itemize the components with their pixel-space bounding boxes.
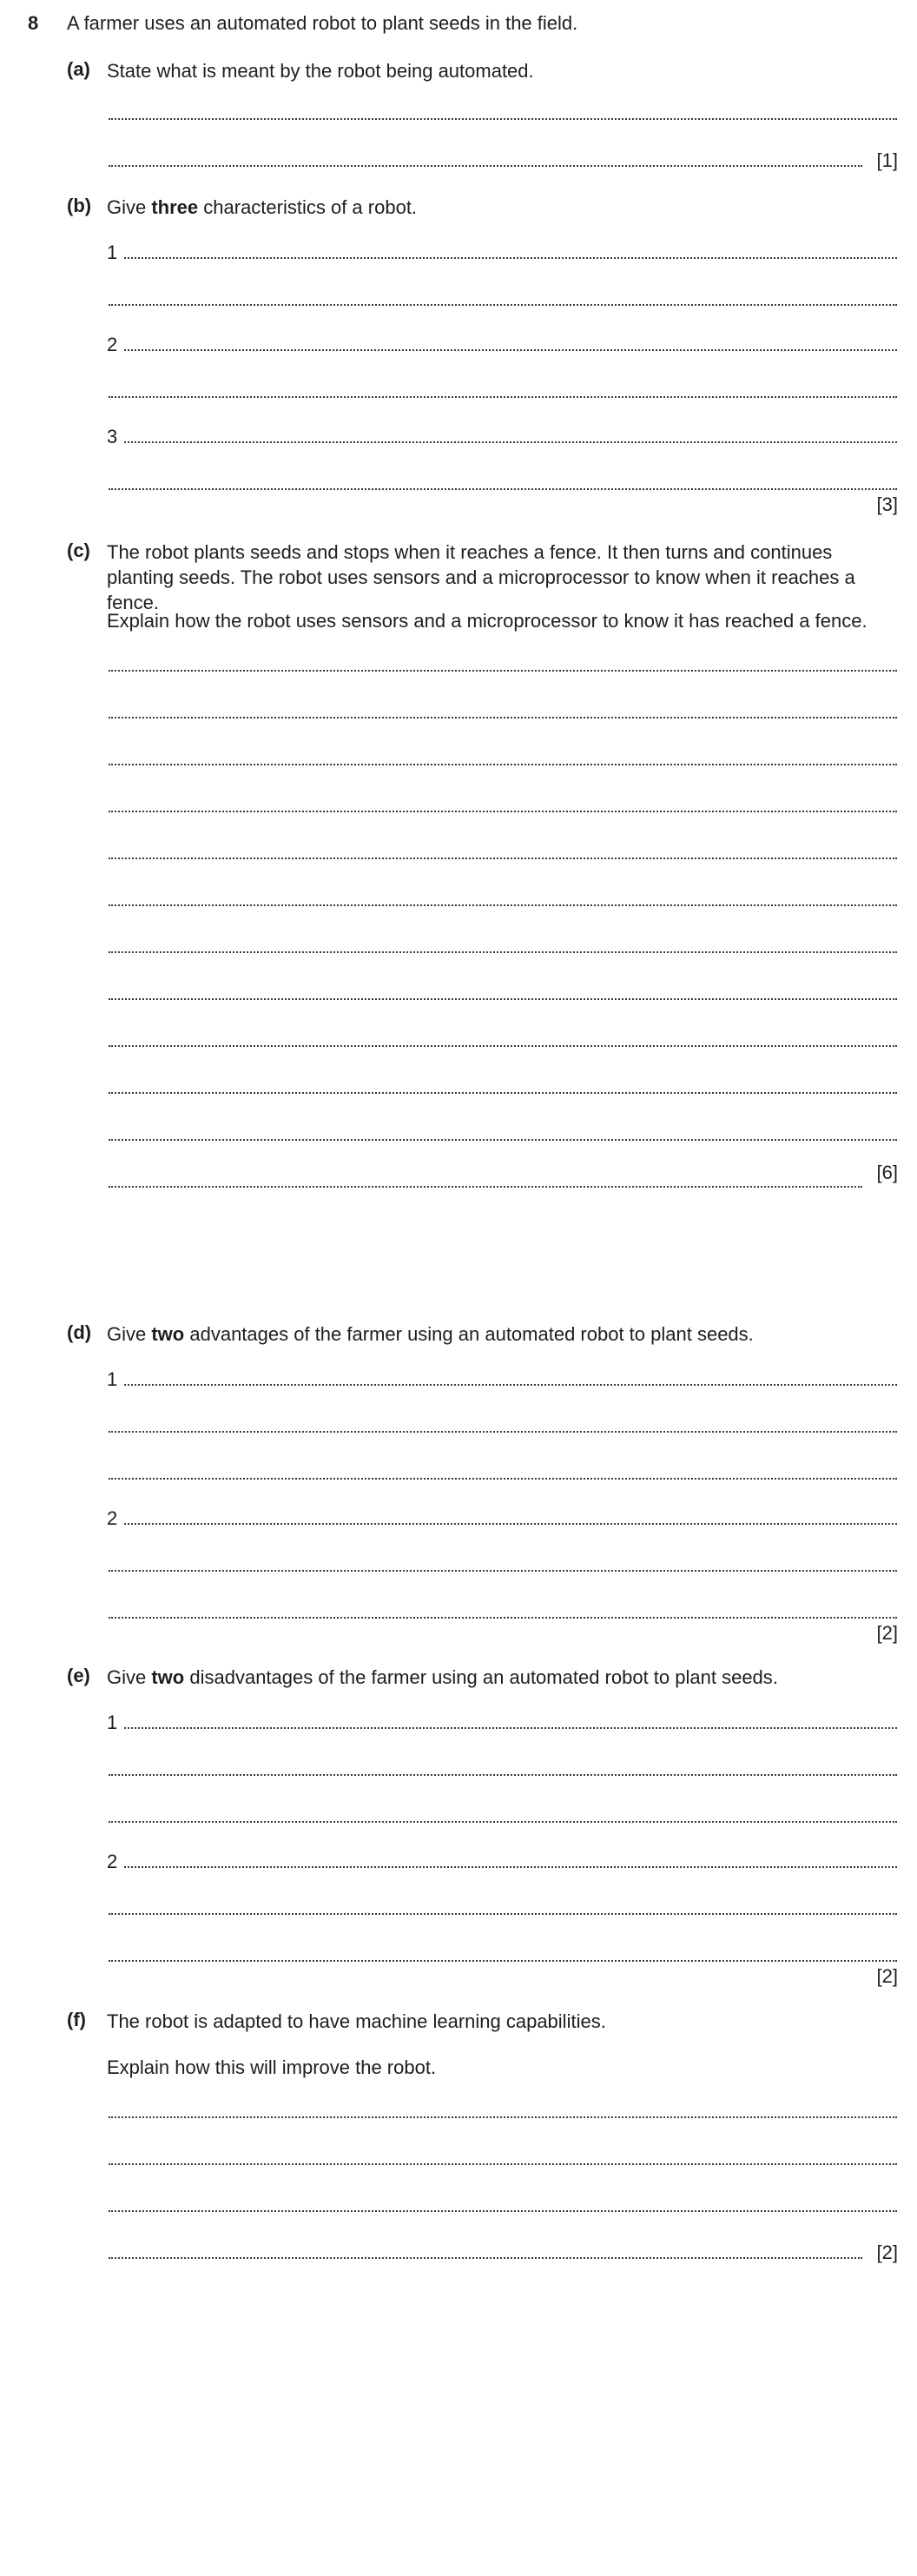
item-number: 2 xyxy=(107,334,118,355)
item-number: 3 xyxy=(107,426,118,447)
answer-line[interactable] xyxy=(109,488,897,490)
part-a-text: State what is meant by the robot being automated. xyxy=(107,60,534,82)
answer-line[interactable] xyxy=(109,118,897,120)
answer-line[interactable] xyxy=(109,1960,897,1962)
answer-line[interactable] xyxy=(124,257,897,259)
part-e-mark: [2] xyxy=(876,1965,898,1987)
question-number: 8 xyxy=(28,12,39,34)
part-f-instruction: Explain how this will improve the robot. xyxy=(107,2056,437,2078)
answer-line[interactable] xyxy=(109,811,897,812)
answer-line[interactable] xyxy=(124,1727,897,1729)
part-e-text: Give two disadvantages of the farmer using an automated robot to plant seeds. xyxy=(107,1666,778,1688)
answer-line[interactable] xyxy=(109,1092,897,1094)
item-number: 1 xyxy=(107,1368,118,1390)
answer-line[interactable] xyxy=(109,764,897,765)
part-c-mark: [6] xyxy=(876,1162,898,1183)
part-d-label: (d) xyxy=(67,1321,92,1343)
answer-line[interactable] xyxy=(109,1617,897,1619)
item-number: 2 xyxy=(107,1851,118,1872)
answer-line[interactable] xyxy=(109,1139,897,1141)
answer-line[interactable] xyxy=(109,717,897,718)
part-c-label: (c) xyxy=(67,540,90,561)
answer-line[interactable] xyxy=(124,1523,897,1525)
answer-line[interactable] xyxy=(109,304,897,306)
part-d-mark: [2] xyxy=(876,1622,898,1644)
item-number: 1 xyxy=(107,242,118,263)
part-a-label: (a) xyxy=(67,58,90,80)
answer-line[interactable] xyxy=(109,951,897,953)
answer-line[interactable] xyxy=(109,2116,897,2118)
answer-line[interactable] xyxy=(124,1384,897,1386)
answer-line[interactable] xyxy=(124,1866,897,1868)
answer-line[interactable] xyxy=(109,1821,897,1823)
question-stem: A farmer uses an automated robot to plant seeds in the field. xyxy=(67,12,578,34)
part-b-mark: [3] xyxy=(876,493,898,515)
answer-line[interactable] xyxy=(109,2210,897,2212)
answer-line[interactable] xyxy=(109,396,897,398)
answer-line[interactable] xyxy=(109,998,897,1000)
answer-line[interactable] xyxy=(109,904,897,906)
answer-line[interactable] xyxy=(109,1570,897,1572)
part-d-text: Give two advantages of the farmer using an automated robot to plant seeds. xyxy=(107,1323,754,1345)
part-b-text: Give three characteristics of a robot. xyxy=(107,196,418,218)
answer-line[interactable] xyxy=(109,1045,897,1047)
part-c-instruction: Explain how the robot uses sensors and a microprocessor to know it has reached a fence. xyxy=(107,610,868,632)
answer-line[interactable] xyxy=(124,349,897,351)
part-a-mark: [1] xyxy=(876,149,898,171)
item-number: 2 xyxy=(107,1507,118,1529)
answer-line[interactable] xyxy=(109,2163,897,2165)
answer-line[interactable] xyxy=(109,1913,897,1915)
part-c-text: The robot plants seeds and stops when it reaches a fence. It then turns and continues planting seeds. The robot uses sensors and a microprocessor to know when it reaches a fence. xyxy=(107,541,855,613)
part-f-text: The robot is adapted to have machine learning capabilities. xyxy=(107,2010,606,2032)
part-f-label: (f) xyxy=(67,2009,86,2030)
answer-line[interactable] xyxy=(109,1478,897,1480)
part-f-mark: [2] xyxy=(876,2242,898,2263)
answer-line[interactable] xyxy=(109,1186,862,1188)
answer-line[interactable] xyxy=(109,165,862,167)
answer-line[interactable] xyxy=(109,858,897,859)
answer-line[interactable] xyxy=(109,1774,897,1776)
item-number: 1 xyxy=(107,1712,118,1733)
answer-line[interactable] xyxy=(109,1431,897,1433)
answer-line[interactable] xyxy=(109,670,897,672)
answer-line[interactable] xyxy=(124,441,897,443)
part-b-label: (b) xyxy=(67,195,92,216)
answer-line[interactable] xyxy=(109,2257,862,2259)
part-e-label: (e) xyxy=(67,1665,90,1686)
